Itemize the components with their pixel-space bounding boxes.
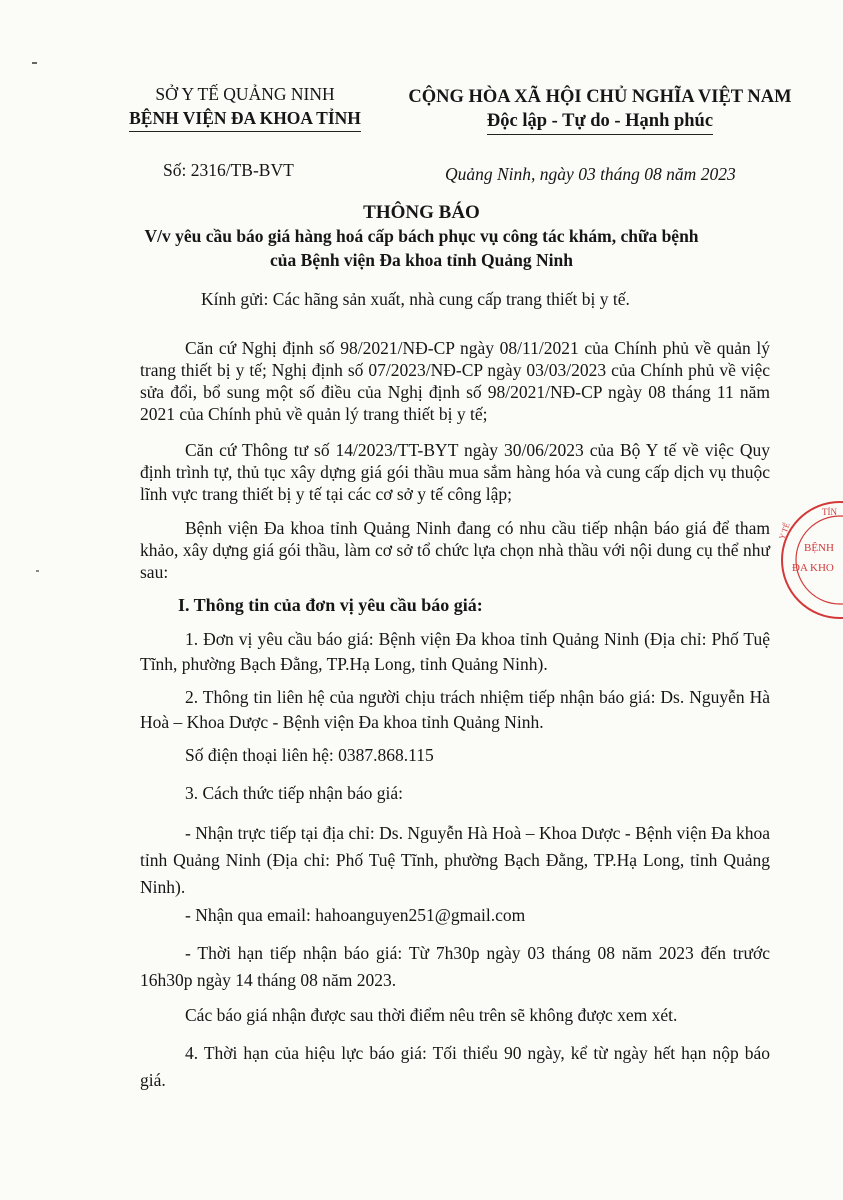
stamp-outer-ring [782, 502, 843, 618]
stamp-inner-ring [796, 516, 843, 604]
document-subject-line2: của Bệnh viện Đa khoa tỉnh Quảng Ninh [270, 250, 573, 270]
legal-basis-1: Căn cứ Nghị định số 98/2021/NĐ-CP ngày 08/11/2021 của Chính phủ về quản lý trang thiết bị y tế; Nghị định số 07/2023/NĐ-CP ngày 03/03/2023 của Chính phủ về việc sửa đổi, bổ sung một số điều của Nghị định số 98/2021/NĐ-CP ngày 08 tháng 11 năm 2021 của Chính phủ về quản lý trang thiết bị y tế; [140, 338, 770, 424]
org-name: BỆNH VIỆN ĐA KHOA TỈNH [129, 106, 361, 132]
place-date: Quảng Ninh, ngày 03 tháng 08 năm 2023 [445, 164, 736, 184]
receipt-in-person: - Nhận trực tiếp tại địa chỉ: Ds. Nguyễn Hà Hoà – Khoa Dược - Bệnh viện Đa khoa tỉnh Quảng Ninh (Địa chỉ: Phố Tuệ Tĩnh, phường Bạch Đằng, TP.Hạ Long, tỉnh Quảng Ninh). [140, 823, 770, 897]
contact-phone: Số điện thoại liên hệ: 0387.868.115 [185, 745, 434, 765]
stamp-top-text: TỈN [822, 507, 837, 517]
late-notice: Các báo giá nhận được sau thời điểm nêu trên sẽ không được xem xét. [185, 1005, 678, 1025]
org-parent: SỞ Y TẾ QUẢNG NINH [155, 84, 335, 104]
section-heading: I. Thông tin của đơn vị yêu cầu báo giá: [178, 595, 483, 615]
issuing-organization [100, 82, 390, 132]
official-stamp [770, 495, 843, 630]
recipient-line: Kính gửi: Các hãng sản xuất, nhà cung cấp trang thiết bị y tế. [201, 289, 630, 309]
receipt-deadline: - Thời hạn tiếp nhận báo giá: Từ 7h30p ngày 03 tháng 08 năm 2023 đến trước 16h30p ngày 14 tháng 08 năm 2023. [140, 943, 770, 990]
stamp-line2: ĐA KHO [792, 562, 834, 574]
nation-name: CỘNG HÒA XÃ HỘI CHỦ NGHĨA VIỆT NAM [408, 87, 792, 107]
requester-info: 1. Đơn vị yêu cầu báo giá: Bệnh viện Đa khoa tỉnh Quảng Ninh (Địa chỉ: Phố Tuệ Tĩnh, phường Bạch Đằng, TP.Hạ Long, tỉnh Quảng Ninh). [140, 629, 770, 674]
legal-basis-2: Căn cứ Thông tư số 14/2023/TT-BYT ngày 30/06/2023 của Bộ Y tế về việc Quy định trình tự, thủ tục xây dựng giá gói thầu mua sắm hàng hóa và cung cấp dịch vụ thuộc lĩnh vực trang thiết bị y tế tại các cơ sở y tế công lập; [140, 440, 770, 504]
purpose-paragraph: Bệnh viện Đa khoa tỉnh Quảng Ninh đang có nhu cầu tiếp nhận báo giá để tham khảo, xây dựng giá gói thầu, làm cơ sở tổ chức lựa chọn nhà thầu với nội dung cụ thể như sau: [140, 518, 770, 582]
nation-motto: Độc lập - Tự do - Hạnh phúc [487, 109, 713, 135]
receipt-method-heading: 3. Cách thức tiếp nhận báo giá: [185, 783, 403, 803]
national-header [395, 85, 805, 135]
validity-period: 4. Thời hạn của hiệu lực báo giá: Tối thiểu 90 ngày, kể từ ngày hết hạn nộp báo giá. [140, 1043, 770, 1090]
document-number: Số: 2316/TB-BVT [163, 160, 294, 180]
scan-mark [36, 570, 39, 572]
receipt-email: - Nhận qua email: hahoanguyen251@gmail.com [185, 905, 526, 925]
scan-mark [32, 62, 37, 64]
stamp-side-text: Y TẾ [777, 521, 792, 541]
document-title: THÔNG BÁO [363, 202, 480, 223]
contact-info: 2. Thông tin liên hệ của người chịu trách nhiệm tiếp nhận báo giá: Ds. Nguyễn Hà Hoà – Khoa Dược - Bệnh viện Đa khoa tỉnh Quảng Ninh. [140, 687, 770, 732]
stamp-line1: BỆNH [804, 542, 834, 554]
document-subject-line1: V/v yêu cầu báo giá hàng hoá cấp bách phục vụ công tác khám, chữa bệnh [144, 226, 699, 246]
